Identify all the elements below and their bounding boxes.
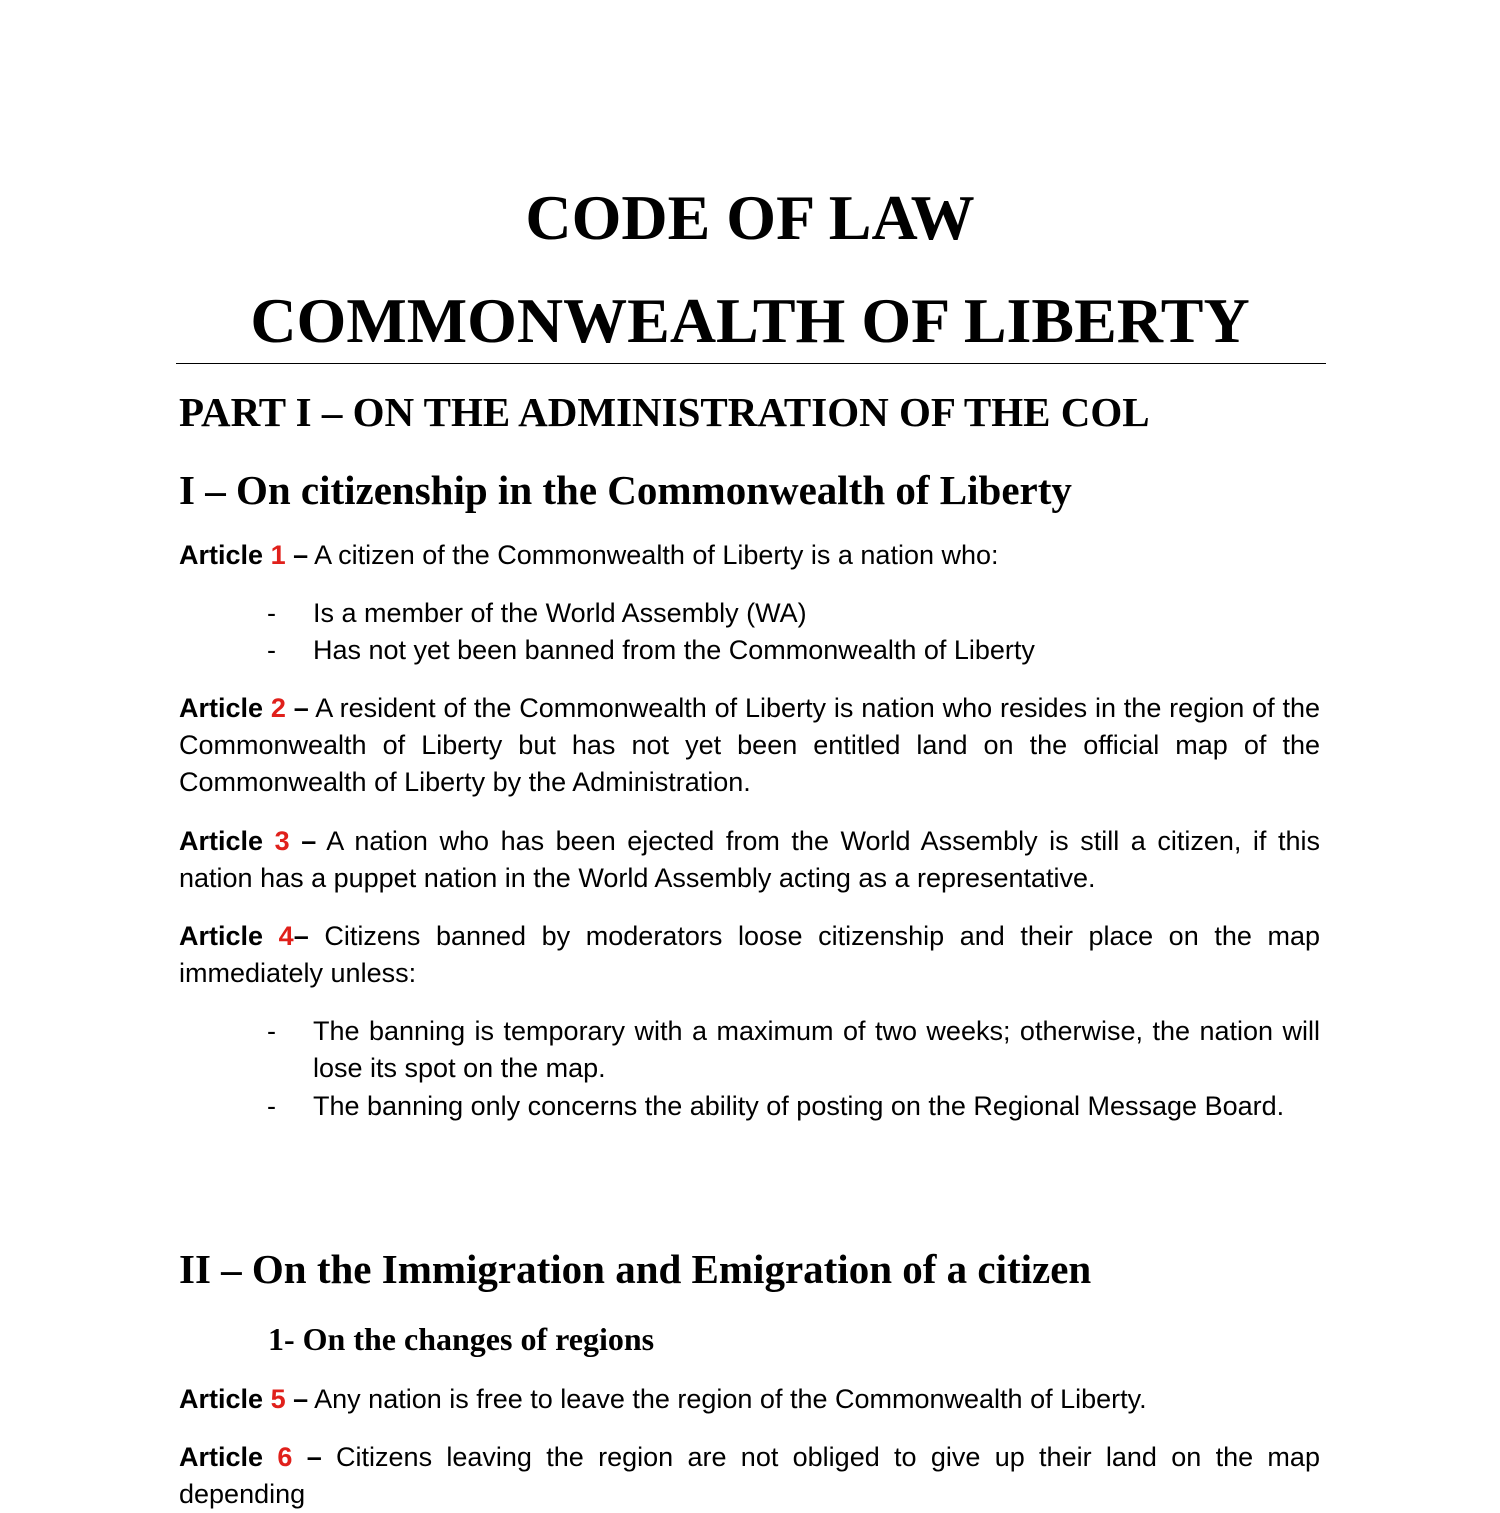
article-label: Article <box>179 693 264 723</box>
article-label: Article <box>179 1442 264 1472</box>
article-dash: – <box>293 921 309 951</box>
list-item <box>179 1088 1320 1125</box>
article-3 <box>179 823 1320 897</box>
article-text: Citizens leaving the region are not obliged to give up their land on the map depending <box>179 1442 1320 1509</box>
subsection-heading-changes-of-regions: 1- On the changes of regions <box>268 1321 655 1357</box>
list-item <box>179 595 1320 632</box>
article-dash: – <box>293 1384 309 1414</box>
bullet-mark: - <box>267 598 276 628</box>
bullet-mark: - <box>267 1091 276 1121</box>
article-dash: – <box>293 693 309 723</box>
article-4 <box>179 918 1320 992</box>
article-number: 6 <box>277 1442 293 1472</box>
article-text: A nation who has been ejected from the World Assembly is still a citizen, if this nation has a puppet nation in the World Assembly acting as a representative. <box>179 826 1320 893</box>
list-item-text: Has not yet been banned from the Commonwealth of Liberty <box>313 635 1035 665</box>
article-2 <box>179 690 1320 801</box>
article-text: Any nation is free to leave the region of the Commonwealth of Liberty. <box>314 1384 1147 1414</box>
article-number: 1 <box>270 540 286 570</box>
article-number: 3 <box>274 826 290 856</box>
document-title-line-1: CODE OF LAW <box>525 182 975 253</box>
article-number: 4 <box>278 921 294 951</box>
article-number: 5 <box>270 1384 286 1414</box>
article-5 <box>179 1381 1320 1418</box>
document-title-line-2: COMMONWEALTH OF LIBERTY <box>250 285 1250 356</box>
list-item <box>179 1013 1320 1087</box>
part-heading: PART I – ON THE ADMINISTRATION OF THE COL <box>179 389 1150 435</box>
article-dash: – <box>301 826 317 856</box>
list-item-text: The banning only concerns the ability of posting on the Regional Message Board. <box>313 1091 1285 1121</box>
article-dash: – <box>306 1442 322 1472</box>
section-heading-immigration: II – On the Immigration and Emigration of a citizen <box>179 1246 1092 1292</box>
list-item-text: Is a member of the World Assembly (WA) <box>313 598 807 628</box>
article-dash: – <box>293 540 309 570</box>
bullet-mark: - <box>267 1016 276 1046</box>
title-divider <box>176 363 1326 364</box>
list-item <box>179 632 1320 669</box>
article-label: Article <box>179 1384 264 1414</box>
section-heading-citizenship: I – On citizenship in the Commonwealth of Liberty <box>179 467 1072 513</box>
article-text: A resident of the Commonwealth of Liberty is nation who resides in the region of the Commonwealth of Liberty but has not yet been entitled land on the official map of the Commonwealth of Liberty by the Administration. <box>179 693 1320 797</box>
article-label: Article <box>179 921 264 951</box>
article-label: Article <box>179 826 264 856</box>
list-item-text: The banning is temporary with a maximum of two weeks; otherwise, the nation will lose its spot on the map. <box>313 1016 1320 1083</box>
article-number: 2 <box>270 693 286 723</box>
article-text: A citizen of the Commonwealth of Liberty is a nation who: <box>314 540 999 570</box>
article-label: Article <box>179 540 264 570</box>
article-6 <box>179 1439 1320 1513</box>
bullet-mark: - <box>267 635 276 665</box>
article-1 <box>179 537 1320 574</box>
article-text: Citizens banned by moderators loose citizenship and their place on the map immediately unless: <box>179 921 1320 988</box>
